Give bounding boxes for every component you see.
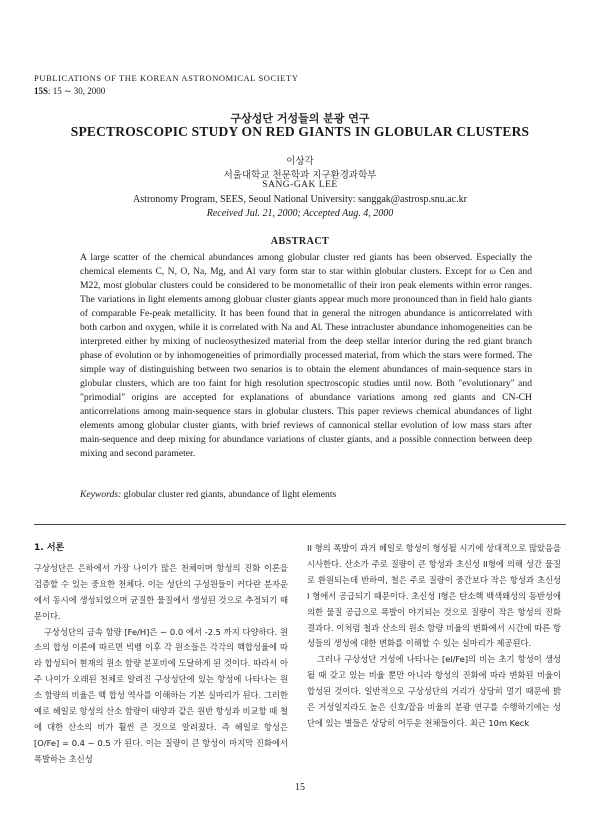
author-name-korean: 이상각	[286, 156, 314, 167]
received-dates: Received Jul. 21, 2000; Accepted Aug. 4, 2000	[206, 208, 394, 219]
paragraph: II 형의 폭발이 과거 헤일로 항성이 형성될 시기에 상대적으로 많았음을 시사한다. 산소가 주로 질량이 큰 항성과 초신성 II형에 의해 성간 물질로 환원되는데 반하여, 철은 주로 질량이 중간보다 작은 항성과 초신성 I 형에서 공급되기 때문이다. 초신성 I형은 탄소핵 백색왜성의 동반성에 의한 물질 공급으로 폭발이 야기되는 것으로 질량이 작은 항성의 진화 결과다. 이처럼 철과 산소의 원소 함량 비율의 변화에서 시간에 따른 항성들의 생성에 대한 변화를 이해할 수 있는 실마리가 제공된다.	[307, 543, 561, 649]
section-divider	[34, 524, 566, 525]
title-korean: 구상성단 거성들의 분광 연구	[230, 112, 370, 125]
paragraph: 그러나 구상성단 거성에 나타나는 [el/Fe]의 비는 초기 항성이 생성될 때 갖고 있는 비율 뿐만 아니라 항성의 진화에 따라 변화된 비율이 합성된 것이다. 일반적으로 구상성단의 거리가 상당히 멀기 때문에 밝은 거성일지라도 높은 신호/잡음 비율의 분광 연구를 수행하기에는 성단에 있는 별들은 상당히 어두운 천체들이다. 최근 10m Keck	[307, 654, 561, 728]
paragraph: 구상성단은 은하에서 가장 나이가 많은 천체이며 항성의 진화 이론을 검증할 수 있는 중요한 천체다. 이는 성단의 구성원들이 커다란 분자운에서 동시에 생성되었으며 균질한 물질에서 생성된 것으로 추정되기 때문이다.	[34, 562, 288, 621]
section-heading-introduction: 1. 서론	[34, 543, 65, 553]
volume-label: 15S	[34, 86, 49, 96]
keywords-text: globular cluster red giants, abundance of light elements	[121, 489, 337, 500]
volume-pages: : 15 ∼ 30, 2000	[48, 86, 106, 96]
left-column	[34, 541, 288, 768]
page-number: 15	[295, 782, 305, 793]
abstract-heading: ABSTRACT	[270, 236, 330, 247]
abstract-body: A large scatter of the chemical abundances among globular cluster red giants has been observed. Especially the chemical elements C, N, O, Na, Mg, and Al vary form star to star within globular clusters. Except for ω Cen and M22, most globular clusters could be considered to be monometallic of their iron peak elements within error ranges. The variations in light elements among globuar cluster giants appear much more pronounced than in field halo giants of comparable Fe-peak metallicity. It has been found that in general the nitrogen abundance is anticorrelated with both carbon and oxygen, while it is correlated with Na and Al. These intracluster abundance inhomogeneities can be interpreted either by mixing of nucleosythesized material from the deep stellar interior during the red giant branch phase of evolution or by inhomogeneities of primordially processed material, from which the stars were formed. The simple way of distinguishing between two senarios is to obtain the element abundances of main-sequence stars in globular clusters, which are too faint for high resolution spectroscopic studies until now. Both "evolutionary" and "primodial" origins are accepted for explanations of abundance variations among red giants and CN-CH anticorrelations among main-sequence stars in globular clusters. This paper reviews chemical abundances of light elements among globular cluster giants, with brief reviews of cannonical stellar evolution of low mass stars after main-sequence and deep mixing for abundance variations of cluster giants, and a possible connection between deep mixing and second parameter.	[80, 252, 532, 459]
title-english: SPECTROSCOPIC STUDY ON RED GIANTS IN GLOBULAR CLUSTERS	[70, 124, 530, 139]
author-affiliation-english: Astronomy Program, SEES, Seoul National University: sanggak@astrosp.snu.ac.kr	[133, 194, 467, 205]
right-column	[307, 541, 561, 732]
author-name-english: SANG-GAK LEE	[262, 180, 338, 190]
author-affiliation-korean: 서울대학교 천문학과 지구환경과학부	[223, 170, 377, 181]
keywords	[80, 489, 540, 500]
journal-name: PUBLICATIONS OF THE KOREAN ASTRONOMICAL SOCIETY	[34, 73, 299, 83]
paragraph: 구상성단의 금속 함량 [Fe/H]은 ∼ 0.0 에서 -2.5 까지 다양하다. 원소의 합성 이론에 따르면 빅뱅 이후 각 원소들은 각각의 핵합성율에 따라 합성되어 현재의 원소 함량 분포비에 도달하게 된 것이다. 따라서 아주 나이가 오래된 천체로 알려진 구상성단에 있는 항성에 나타나는 원소 함량의 비율은 핵 합성 역사를 이해하는 기본 실마리가 된다. 그러한 예로 헤일로 항성의 산소 함량이 태양과 같은 원반 항성과 비교할 때 철에 대한 산소의 비가 훨씬 큰 것으로 알려졌다. 즉 헤일로 항성은 [O/Fe] = 0.4 ∼ 0.5 가 된다. 이는 질량이 큰 항성이 마지막 진화에서 폭발하는 초신성	[34, 626, 288, 764]
keywords-label: Keywords:	[80, 489, 122, 500]
journal-volume	[34, 86, 105, 97]
